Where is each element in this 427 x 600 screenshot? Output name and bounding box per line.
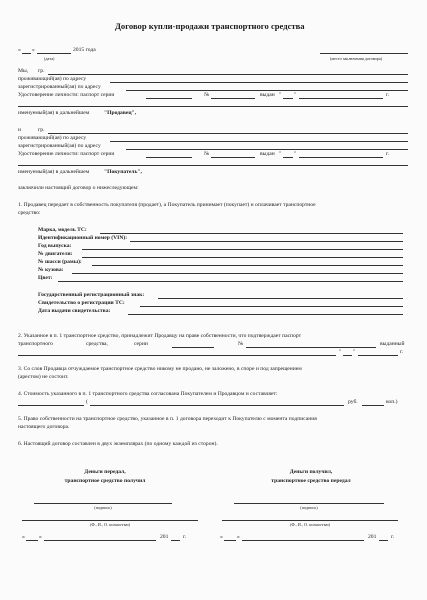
document-title: Договор купли-продажи транспортного средства [115, 21, 305, 31]
clause-2-year: г. [400, 349, 404, 355]
sign-left-name-line [22, 520, 198, 521]
seller-passport: Удостоверение личности: паспорт серии [18, 92, 115, 98]
clause-1-line-2: средство: [18, 210, 41, 216]
vehicle-field-line [130, 241, 403, 242]
date-quote-close: » [32, 47, 35, 53]
seller-we: Мы, [18, 68, 29, 74]
clause-2-date-line [358, 355, 398, 356]
clause-4-rub: руб. [348, 399, 358, 405]
buyer-role: "Покупатель", [104, 169, 142, 175]
clause-6-text: 6. Настоящий договор составлен в двух экземплярах (по одному каждой из сторон). [18, 441, 218, 447]
clause-2-series-line [172, 347, 214, 348]
clause-4-amount-line [18, 405, 84, 406]
buyer-issue-day-line [283, 157, 293, 158]
sign-right-signature-caption: (подпись) [300, 505, 318, 510]
sign-left-year-line [171, 540, 180, 541]
sign-left-month-line [44, 540, 156, 541]
seller-quote-2: " [294, 92, 297, 98]
vehicle-field-label: Год выпуска: [38, 243, 72, 249]
sign-right-month-line [242, 540, 364, 541]
seller-city: гр. [38, 68, 45, 74]
seller-series-line [146, 98, 192, 99]
seller-number-line [211, 98, 255, 99]
seller-year: г. [386, 92, 390, 98]
sign-left-name-caption: (Ф., И., О. полностью) [89, 522, 131, 527]
seller-issue-date-line [299, 98, 383, 99]
clause-2-part-b: средства, [86, 341, 108, 347]
seller-role: "Продавец", [104, 110, 137, 116]
buyer-issuer-line [18, 165, 408, 166]
buyer-quote-1: " [279, 151, 282, 157]
buyer-year: г. [386, 151, 390, 157]
sign-left-year-prefix: 201 [160, 534, 169, 540]
sign-right-date-quote-close: » [237, 534, 240, 540]
buyer-address-line [110, 141, 408, 142]
seller-address-line [110, 82, 408, 83]
buyer-passport: Удостоверение личности: паспорт серии [18, 151, 115, 157]
sign-right-day-line [224, 540, 236, 541]
seller-issuer-line [18, 106, 408, 107]
clause-2-day-line [343, 355, 352, 356]
registration-field-label: Дата выдачи свидетельства: [38, 308, 111, 314]
vehicle-field-label: Цвет: [38, 275, 53, 281]
buyer-registration-line [126, 149, 408, 150]
date-year-text: 2015 года [73, 47, 96, 53]
sign-right-line-2: транспортное средство передал [271, 478, 351, 484]
sign-left-signature-caption: (подпись) [94, 505, 112, 510]
clause-3-line-1: 3. Со слов Продавца отчуждаемое транспортное средство никому не продано, не заложено, в споре и под запрещением [18, 366, 302, 372]
clause-4-kop: коп.) [386, 399, 398, 405]
intro-text: заключили настоящий договор о нижеследующем: [18, 185, 139, 191]
sign-left-line-2: транспортное средство получил [64, 478, 146, 484]
sign-left-date-quote-close: » [39, 534, 42, 540]
registration-field-line [128, 314, 403, 315]
clause-4-kop-line [362, 405, 384, 406]
buyer-number: № [204, 151, 210, 157]
vehicle-field-line [92, 265, 403, 266]
clause-2-number-line [246, 347, 376, 348]
seller-issued: выдан [260, 92, 275, 98]
vehicle-field-line [82, 257, 403, 258]
vehicle-field-label: № двигателя: [38, 251, 73, 257]
clause-1-line-1: 1. Продавец передает в собственность покупателя (продает), а Покупатель принимает (покупает) и оплачивает транспортное [18, 202, 316, 208]
registration-field-line [158, 298, 403, 299]
clause-2-quote-1: " [339, 349, 342, 355]
clause-2-part-a: транспортного [18, 341, 53, 347]
buyer-named: именуемый(ая) в дальнейшем [18, 169, 90, 175]
sign-right-year-prefix: 201 [368, 534, 377, 540]
sign-left-year-g: г. [183, 534, 187, 540]
seller-quote-1: " [279, 92, 282, 98]
sign-right-year-g: г. [391, 534, 395, 540]
clause-4-line-1: 4. Стоимость указанного в п. 1 транспортного средства согласована Покупателем и Продавцом и составляет: [18, 391, 278, 397]
buyer-resides: проживающий(ая) по адресу [18, 135, 87, 141]
seller-issue-day-line [283, 98, 293, 99]
vehicle-field-label: № шасси (рамы): [38, 259, 82, 265]
seller-registration-line [126, 90, 408, 91]
date-caption: (дата) [44, 56, 55, 61]
place-line [320, 53, 408, 54]
clause-2-part-e: выданный [380, 341, 405, 347]
clause-2-part-c: серии [134, 341, 148, 347]
sign-left-day-line [26, 540, 38, 541]
clause-5-line-1: 5. Право собственности на транспортное средство, указанное в п. 1 договора переходит к Покупателю с момента подписания [18, 416, 317, 422]
clause-2-quote-2: " [353, 349, 356, 355]
date-day-line [22, 53, 31, 54]
vehicle-field-label: Идентификационный номер (VIN): [38, 235, 128, 241]
vehicle-field-line [100, 233, 403, 234]
buyer-quote-2: " [294, 151, 297, 157]
buyer-issued: выдан [260, 151, 275, 157]
buyer-city: гр. [38, 127, 45, 133]
seller-name-line [48, 74, 408, 75]
seller-resides: проживающий(ая) по адресу [18, 76, 87, 82]
registration-field-label: Свидетельство о регистрации ТС: [38, 300, 125, 306]
sign-left-signature-line [34, 503, 172, 504]
clause-5-line-2: настоящего договора. [18, 424, 70, 430]
registration-field-line [140, 306, 403, 307]
sign-right-signature-line [234, 503, 384, 504]
sign-right-name-line [222, 520, 398, 521]
clause-3-line-2: (арестом) не состоит. [18, 374, 69, 380]
buyer-registered: зарегистрированный(ая) по адресу [18, 143, 101, 149]
sign-right-date-quote-open: « [220, 534, 223, 540]
clause-4-amount-words-line [90, 405, 344, 406]
vehicle-field-label: Марка, модель ТС: [38, 227, 87, 233]
seller-named: именуемый(ая) в дальнейшем [18, 110, 90, 116]
registration-field-label: Государственный регистрационный знак: [38, 292, 145, 298]
clause-2-issuer-line [18, 355, 336, 356]
buyer-series-line [146, 157, 192, 158]
buyer-issue-date-line [299, 157, 383, 158]
date-month-line [37, 53, 71, 54]
seller-number: № [204, 92, 210, 98]
vehicle-field-label: № кузова: [38, 267, 64, 273]
buyer-and: и [18, 127, 21, 133]
date-quote-open: « [18, 47, 21, 53]
sign-left-line-1: Деньги передал, [84, 469, 126, 475]
vehicle-field-line [72, 273, 403, 274]
vehicle-field-line [82, 249, 403, 250]
buyer-name-line [48, 133, 408, 134]
sign-left-date-quote-open: « [22, 534, 25, 540]
place-caption: (место заключения договора) [330, 56, 383, 61]
vehicle-field-line [58, 281, 403, 282]
sign-right-line-1: Деньги получил, [289, 469, 333, 475]
clause-2-line-1: 2. Указанное в п. 1 транспортное средство, принадлежит Продавцу на праве собственности, что подтверждает паспорт [18, 333, 302, 339]
sign-right-name-caption: (Ф., И., О. полностью) [289, 522, 331, 527]
buyer-number-line [211, 157, 255, 158]
seller-registered: зарегистрированный(ая) по адресу [18, 84, 101, 90]
clause-4-paren-open: ( [86, 399, 88, 405]
sign-right-year-line [379, 540, 388, 541]
clause-2-part-d: № [238, 341, 244, 347]
